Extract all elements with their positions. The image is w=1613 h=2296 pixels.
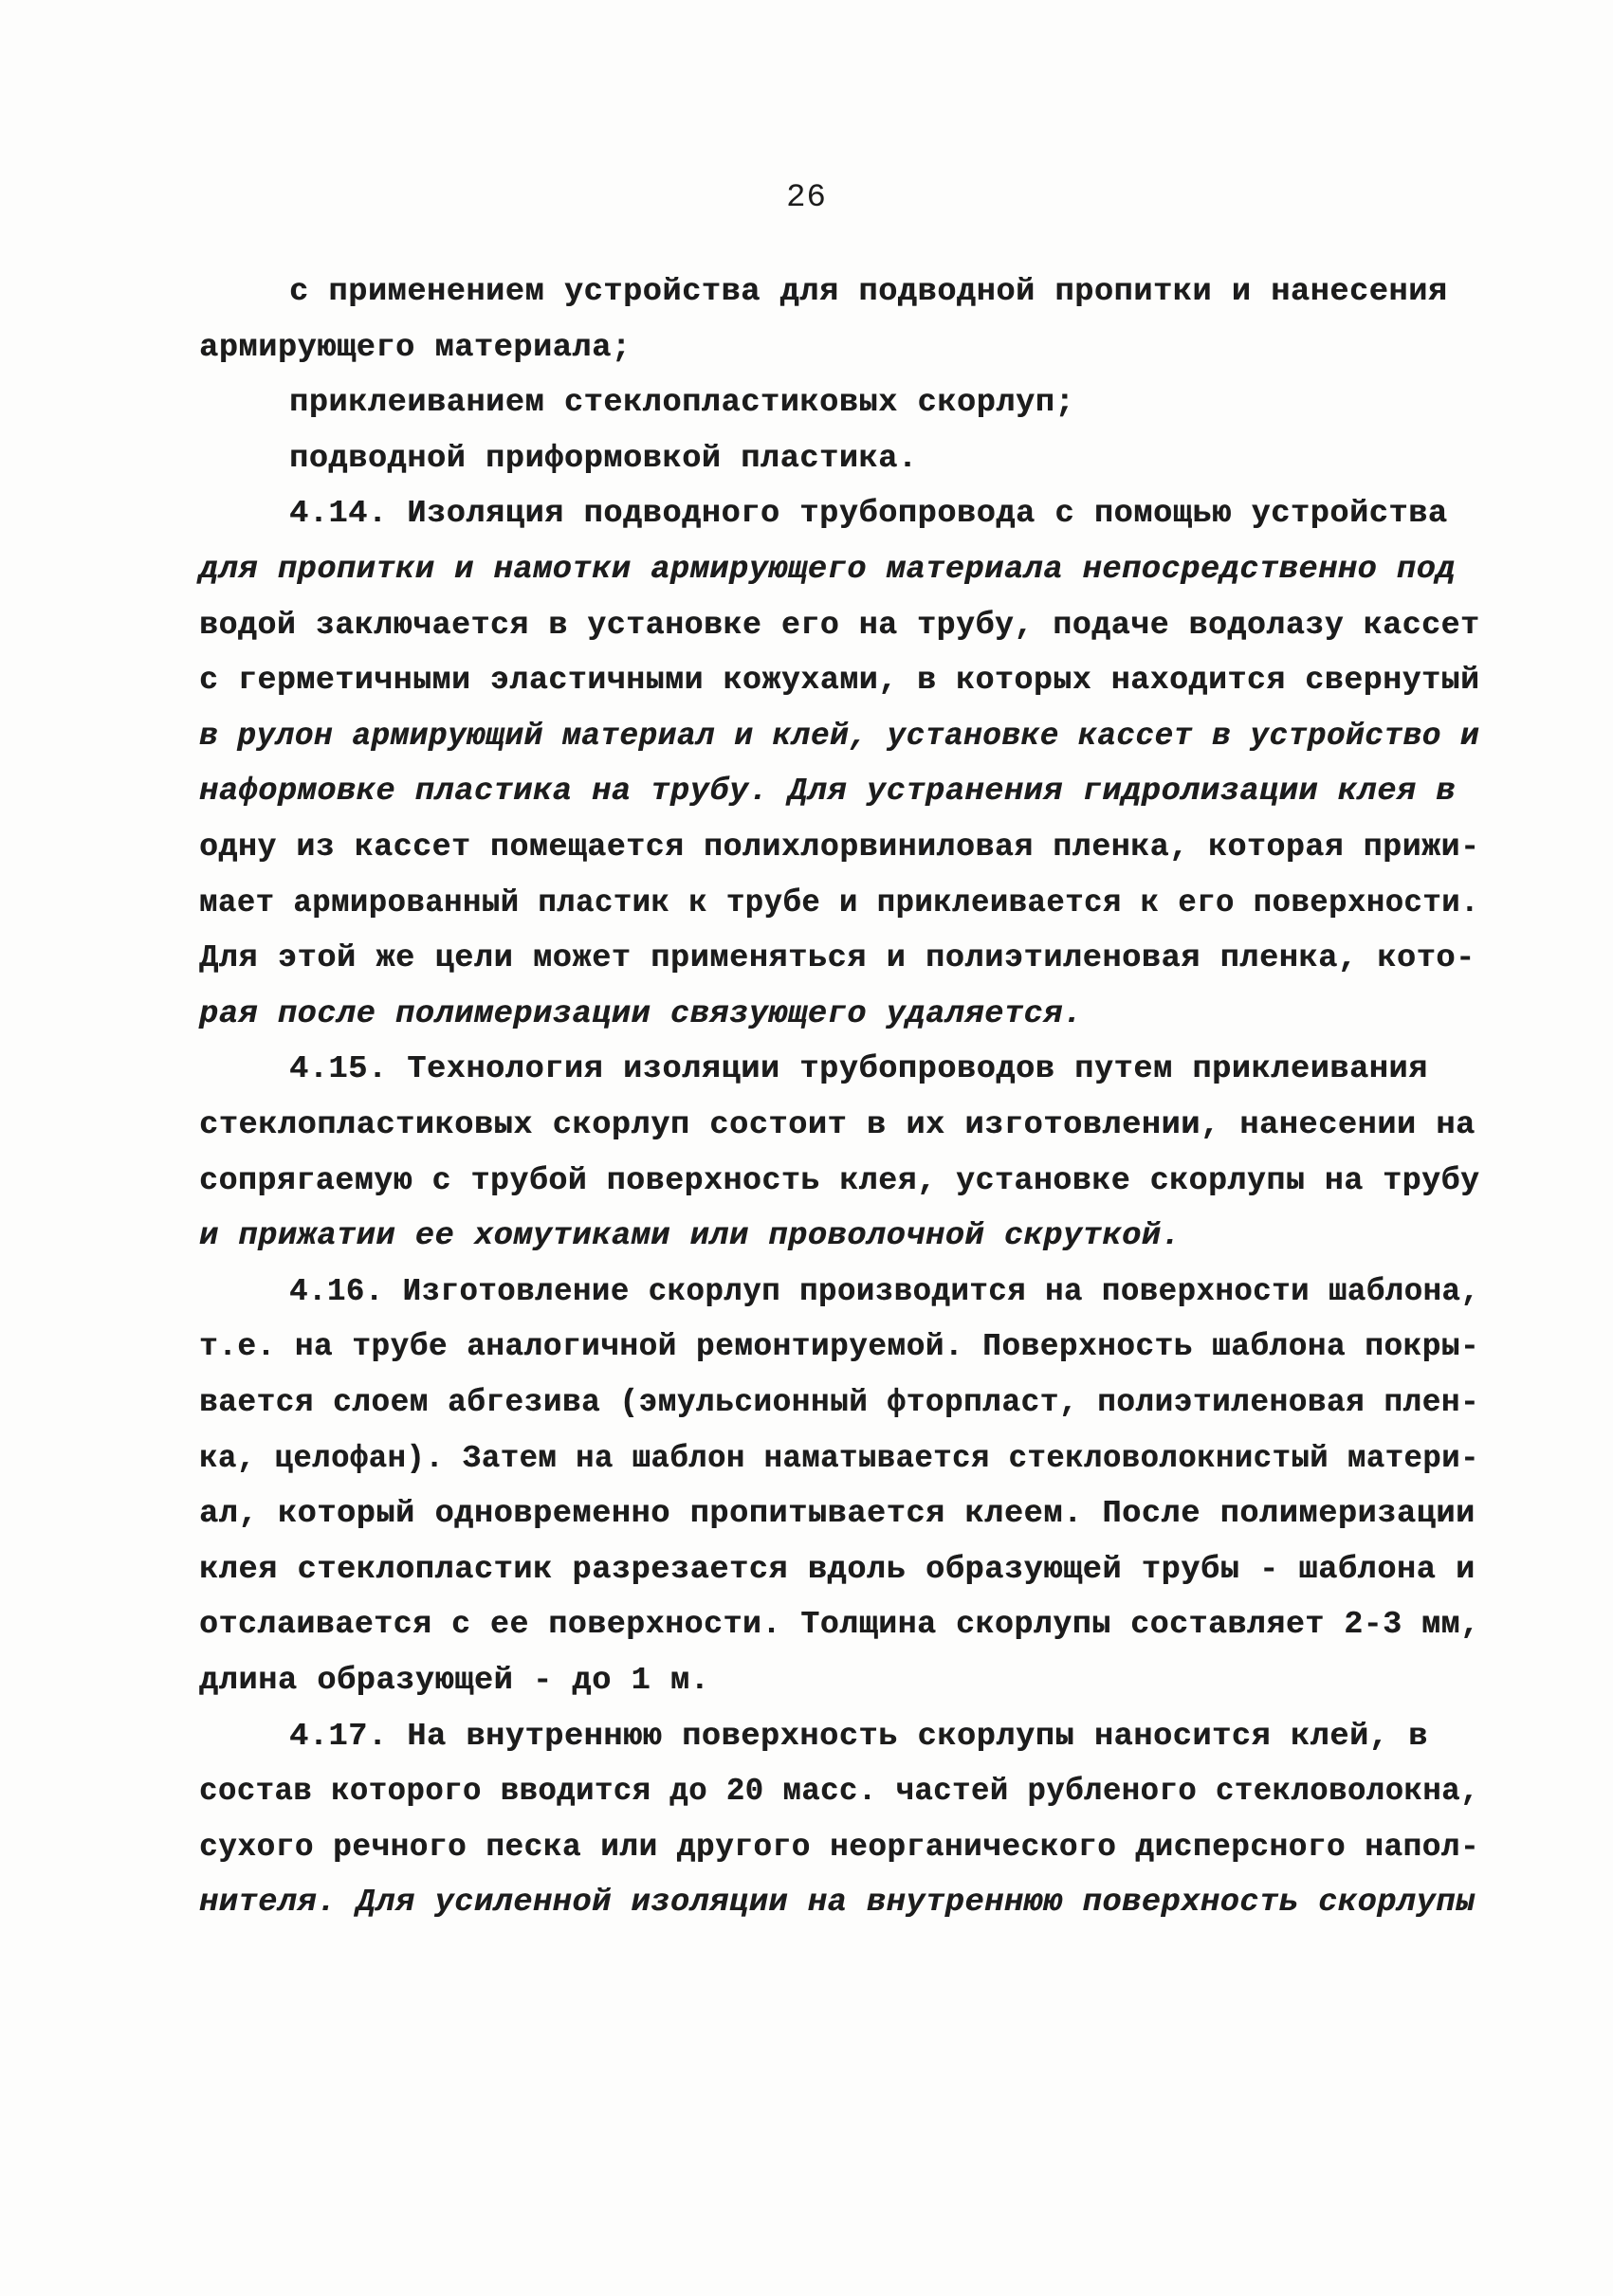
text-line: ка, целофан). Затем на шаблон наматывается стекловолокнистый матери-: [199, 1441, 1479, 1477]
text-line: сухого речного песка или другого неорганического дисперсного напол-: [199, 1830, 1480, 1866]
text-line: приклеиванием стеклопластиковых скорлуп;: [289, 385, 1075, 421]
text-line: отслаивается с ее поверхности. Толщина скорлупы составляет 2-3 мм,: [199, 1607, 1480, 1643]
text-line: стеклопластиковых скорлуп состоит в их изготовлении, нанесении на: [199, 1107, 1476, 1143]
text-line: сопрягаемую с трубой поверхность клея, установке скорлупы на трубу: [199, 1163, 1480, 1199]
text-line: мает армированный пластик к трубе и приклеивается к его поверхности.: [199, 885, 1479, 921]
text-line: вается слоем абгезива (эмульсионный фторпласт, полиэтиленовая плен-: [199, 1385, 1480, 1421]
text-line: армирующего материала;: [199, 330, 632, 366]
text-line: клея стеклопластик разрезается вдоль образующей трубы - шаблона и: [199, 1552, 1476, 1588]
text-line: нителя. Для усиленной изоляции на внутреннюю поверхность скорлупы: [199, 1885, 1476, 1921]
text-line: в рулон армирующий материал и клей, установке кассет в устройство и: [199, 719, 1480, 755]
text-line: с применением устройства для подводной пропитки и нанесения: [289, 274, 1448, 310]
text-line: наформовке пластика на трубу. Для устранения гидролизации клея в: [199, 774, 1457, 810]
text-line: 4.16. Изготовление скорлуп производится на поверхности шаблона,: [289, 1274, 1480, 1310]
text-line: для пропитки и намотки армирующего материала непосредственно под: [199, 552, 1457, 588]
text-line: с герметичными эластичными кожухами, в которых находится свернутый: [199, 663, 1480, 699]
text-line: 4.15. Технология изоляции трубопроводов путем приклеивания: [289, 1051, 1428, 1087]
text-line: водой заключается в установке его на трубу, подаче водолазу кассет: [199, 608, 1480, 644]
text-line: подводной приформовкой пластика.: [289, 441, 918, 477]
text-line: 4.14. Изоляция подводного трубопровода с помощью устройства: [289, 496, 1448, 532]
text-line: 4.17. На внутреннюю поверхность скорлупы наносится клей, в: [289, 1719, 1428, 1755]
page-number: 26: [786, 180, 827, 216]
text-line: состав которого вводится до 20 масс. частей рубленого стекловолокна,: [199, 1774, 1479, 1810]
text-line: рая после полимеризации связующего удаляется.: [199, 996, 1083, 1032]
text-line: одну из кассет помещается полихлорвиниловая пленка, которая прижи-: [199, 829, 1480, 866]
text-line: Для этой же цели может применяться и полиэтиленовая пленка, кото-: [199, 940, 1476, 976]
text-line: т.е. на трубе аналогичной ремонтируемой. Поверхность шаблона покры-: [199, 1329, 1480, 1365]
text-line: ал, который одновременно пропитывается клеем. После полимеризации: [199, 1496, 1476, 1532]
text-line: и прижатии ее хомутиками или проволочной скруткой.: [199, 1218, 1182, 1254]
text-line: длина образующей - до 1 м.: [199, 1663, 710, 1699]
